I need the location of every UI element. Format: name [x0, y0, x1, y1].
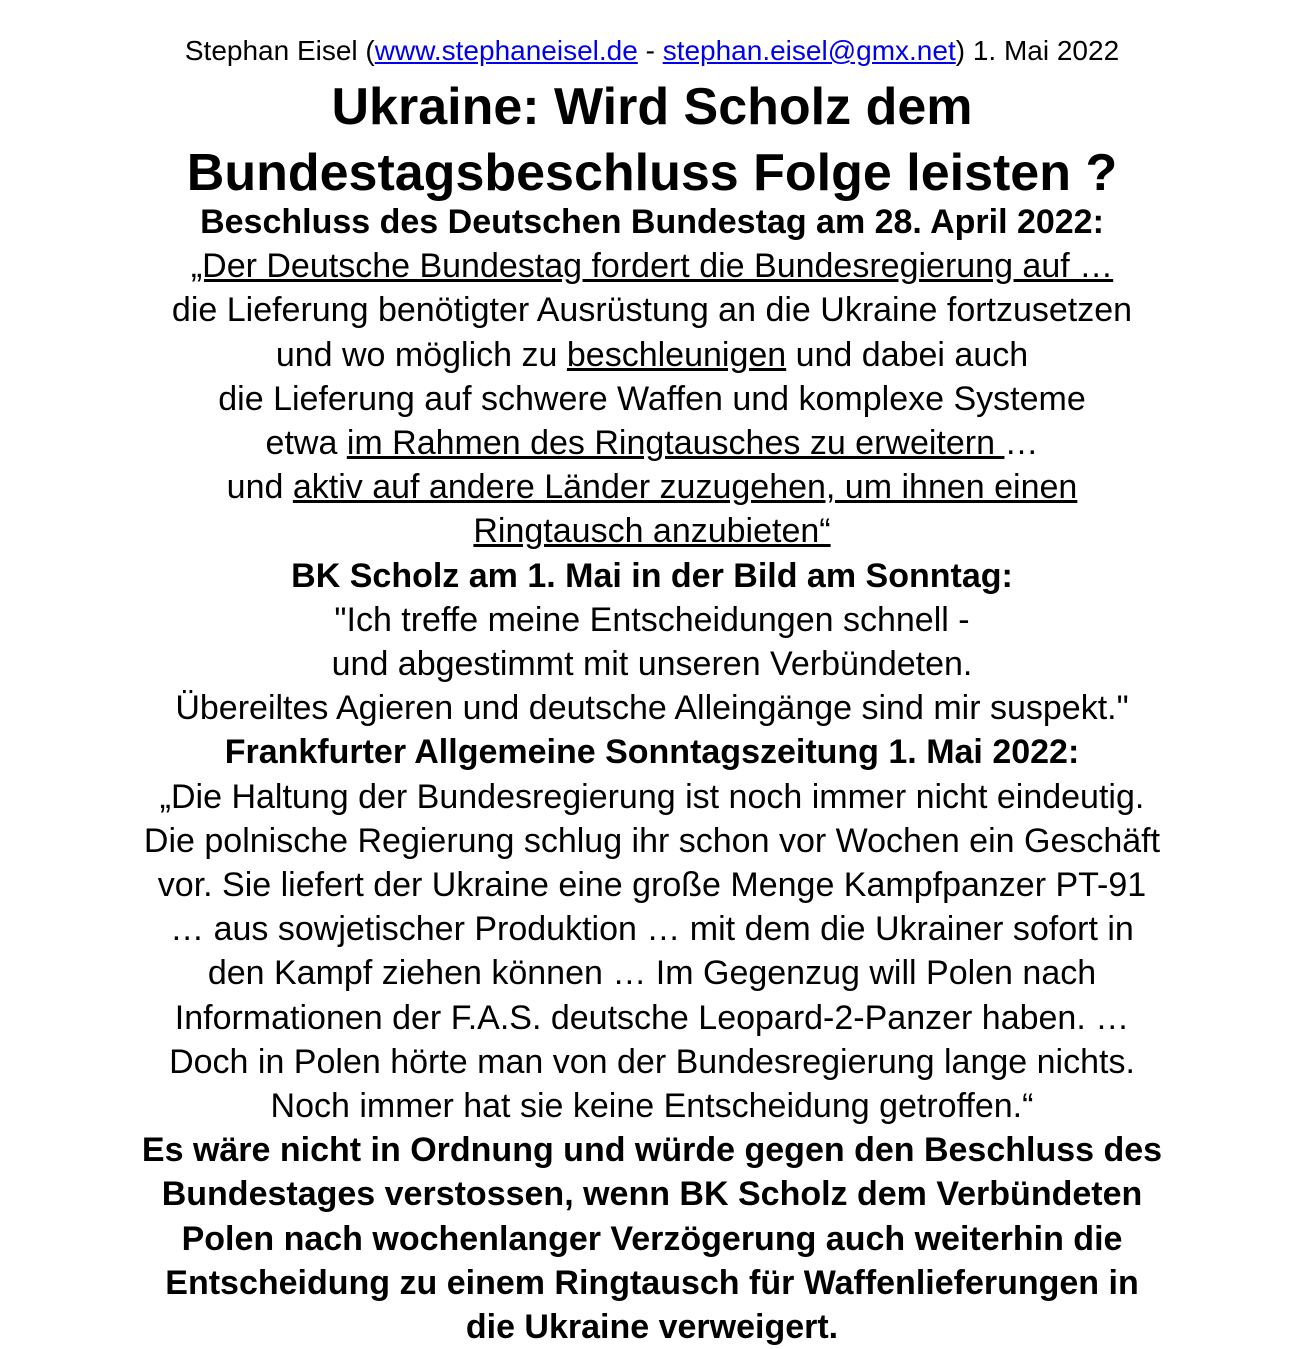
bundestag-quote-line: die Lieferung auf schwere Waffen und komplexe Systeme	[218, 379, 1086, 418]
faz-quote-line: … aus sowjetischer Produktion … mit dem die Ukrainer sofort in	[170, 910, 1134, 949]
faz-quote-line: den Kampf ziehen können … Im Gegenzug will Polen nach	[207, 954, 1097, 993]
faz-quote-line: Noch immer hat sie keine Entscheidung getroffen.“	[270, 1087, 1034, 1126]
bundestag-quote-line	[0, 333, 1304, 377]
bundestag-quote-line: Ringtausch anzubieten“	[473, 512, 831, 551]
website-link[interactable]: www.stephaneisel.de	[374, 35, 638, 66]
quote-text: und dabei auch	[786, 335, 1029, 374]
quote-text: und	[226, 468, 293, 507]
bundestag-quote-line: die Lieferung benötigter Ausrüstung an die Ukraine fortzusetzen	[171, 291, 1133, 330]
conclusion-line: Bundestages verstossen, wenn BK Scholz dem Verbündeten	[161, 1175, 1143, 1214]
email-link[interactable]: stephan.eisel@gmx.net	[662, 35, 956, 66]
quote-text: etwa	[265, 424, 347, 463]
conclusion-line: Polen nach wochenlanger Verzögerung auch weiterhin die	[181, 1219, 1123, 1258]
scholz-heading: BK Scholz am 1. Mai in der Bild am Sonntag:	[291, 556, 1013, 595]
document-body	[0, 200, 1304, 1349]
quote-underlined-text: aktiv auf andere Länder zuzugehen, um ihnen einen	[292, 468, 1078, 507]
title-line-2: Bundestagsbeschluss Folge leisten ?	[186, 144, 1118, 202]
quote-text: …	[1004, 424, 1039, 463]
faz-quote-line: Doch in Polen hörte man von der Bundesregierung lange nichts.	[169, 1042, 1135, 1081]
author-header	[0, 34, 1304, 68]
scholz-quote-line: und abgestimmt mit unseren Verbündeten.	[331, 645, 973, 684]
faz-quote-line: Informationen der F.A.S. deutsche Leopard-2-Panzer haben. …	[174, 998, 1130, 1037]
bundestag-quote-line	[0, 421, 1304, 465]
header-date: ) 1. Mai 2022	[955, 35, 1120, 66]
scholz-quote-line: Übereiltes Agieren und deutsche Alleingänge sind mir suspekt."	[175, 689, 1129, 728]
header-separator: -	[637, 35, 663, 66]
bundestag-heading: Beschluss des Deutschen Bundestag am 28. April 2022:	[200, 203, 1104, 241]
faz-heading: Frankfurter Allgemeine Sonntagszeitung 1. Mai 2022:	[224, 733, 1080, 772]
faz-quote-line: „Die Haltung der Bundesregierung ist noch immer nicht eindeutig.	[159, 777, 1145, 816]
faz-quote-line: Die polnische Regierung schlug ihr schon vor Wochen ein Geschäft	[143, 821, 1161, 860]
conclusion-line: Entscheidung zu einem Ringtausch für Waffenlieferungen in	[165, 1263, 1139, 1302]
scholz-quote-line: "Ich treffe meine Entscheidungen schnell -	[334, 600, 970, 639]
faz-quote-line: vor. Sie liefert der Ukraine eine große Menge Kampfpanzer PT-91	[157, 866, 1147, 905]
quote-underlined-text: beschleunigen	[566, 335, 787, 374]
quote-text: und wo möglich zu	[275, 335, 567, 374]
conclusion-line: Es wäre nicht in Ordnung und würde gegen den Beschluss des	[141, 1131, 1163, 1170]
bundestag-quote-line: „Der Deutsche Bundestag fordert die Bundesregierung auf …	[190, 247, 1114, 286]
author-name: Stephan Eisel (	[184, 35, 375, 66]
page-title	[0, 74, 1304, 206]
conclusion-line: die Ukraine verweigert.	[465, 1308, 839, 1347]
quote-underlined-text: im Rahmen des Ringtausches zu erweitern	[346, 424, 1005, 463]
title-line-1: Ukraine: Wird Scholz dem	[331, 78, 973, 136]
bundestag-quote-line	[0, 465, 1304, 509]
